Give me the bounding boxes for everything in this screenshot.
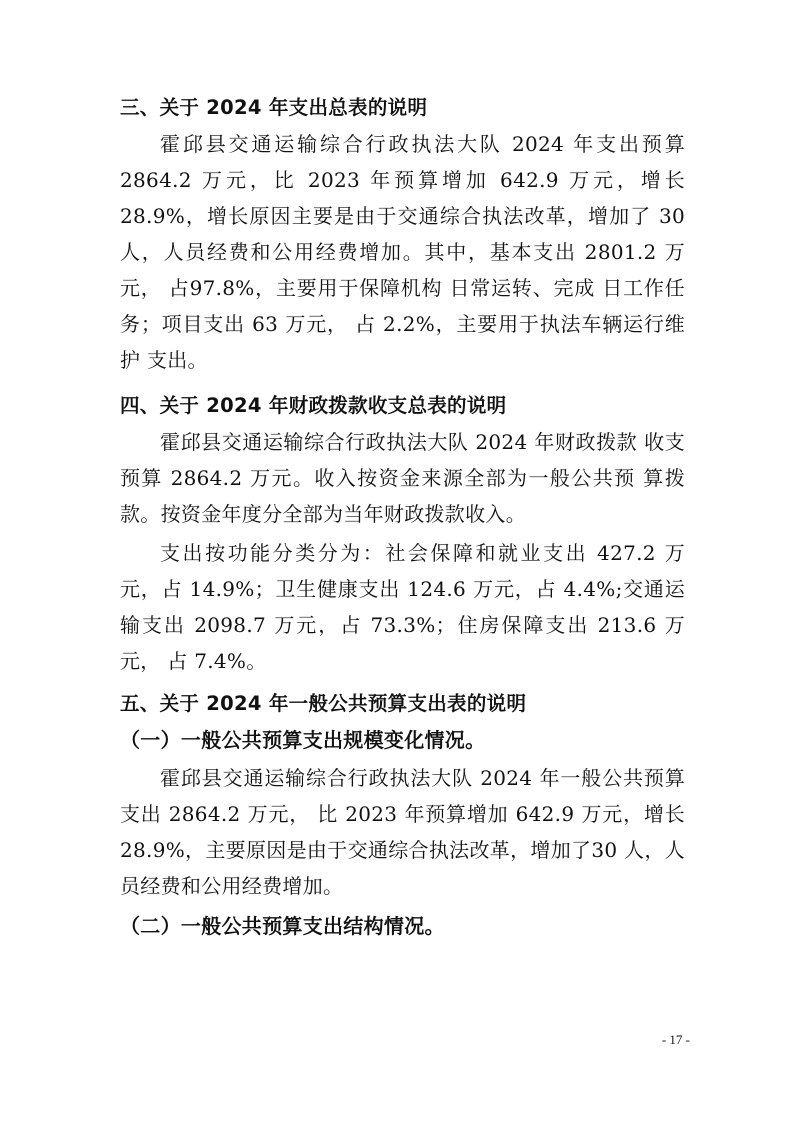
section-heading-3: 三、关于 2024 年支出总表的说明 (120, 96, 428, 119)
section-4-paragraph-2: 支出按功能分类分为：社会保障和就业支出 427.2 万 元，占 14.9%；卫生健康支出 124.6 万元，占 4.4%;交通运 输支出 2098.7 万元，占 73.3%；住房保障支出 213.6 万元， 占 7.4%。 (120, 541, 685, 673)
section-4-paragraph-1: 霍邱县交通运输综合行政执法大队 2024 年财政拨款 收支预算 2864.2 万元。收入按资金来源全部为一般公共预 算拨款。按资金年度分全部为当年财政拨款收入。 (120, 430, 685, 526)
page-number: - 17 - (661, 1032, 690, 1047)
subsection-heading-1: （一）一般公共预算支出规模变化情况。 (120, 728, 486, 752)
section-3-paragraph: 霍邱县交通运输综合行政执法大队 2024 年支出预算2864.2 万元，比 2023 年预算增加 642.9 万元，增长 28.9%，增长原因主要是由于交通综合执法改革，增加了 30 人，人员经费和公用经费增加。其中，基本支出 2801.2 万元， 占97.8%，主要用于保障机构 日常运转、完成 日工作任务；项目支出 63 万元， 占 2.2%，主要用于执法车辆运行维护 支出。 (120, 132, 685, 372)
section-heading-4: 四、关于 2024 年财政拨款收支总表的说明 (120, 394, 507, 417)
section-heading-5: 五、关于 2024 年一般公共预算支出表的说明 (120, 692, 527, 715)
section-5-paragraph: 霍邱县交通运输综合行政执法大队 2024 年一般公共预算支出 2864.2 万元， 比 2023 年预算增加 642.9 万元，增长 28.9%，主要原因是由于交通综合执法改革，增加了30 人，人员经费和公用经费增加。 (120, 766, 685, 898)
subsection-heading-2: （二）一般公共预算支出结构情况。 (120, 914, 445, 938)
